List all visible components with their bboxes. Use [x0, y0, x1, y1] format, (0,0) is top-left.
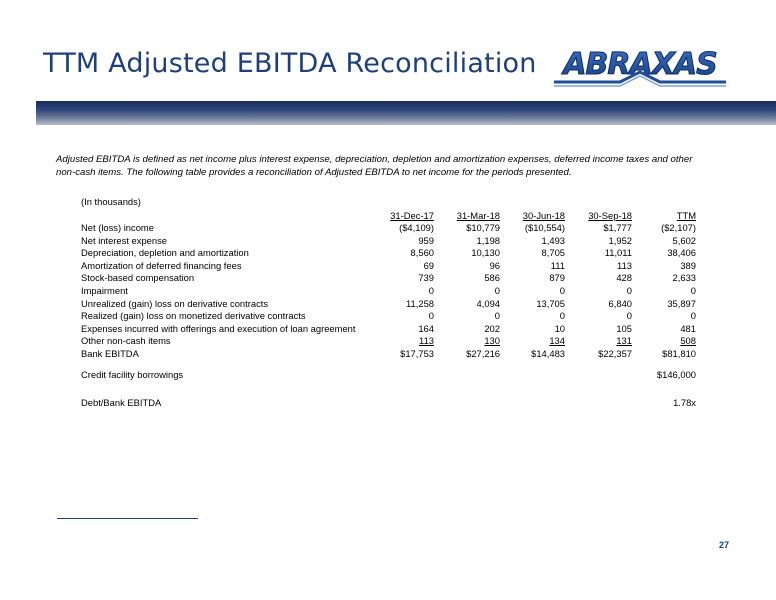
ratio-value: 1.78x	[673, 397, 696, 408]
table-cell: 481	[680, 322, 696, 334]
table-cell: 69	[423, 259, 434, 271]
row-label: Net (loss) income	[81, 222, 154, 233]
table-cell: 13,705	[536, 297, 565, 309]
table-cell: ($4,109)	[399, 222, 434, 233]
page-title: TTM Adjusted EBITDA Reconciliation	[43, 48, 537, 79]
column-header: 31-Mar-18	[456, 210, 500, 221]
row-label: Unrealized (gain) loss on derivative contracts	[81, 297, 269, 309]
table-cell: 113	[419, 335, 434, 347]
table-cell: 0	[559, 285, 565, 296]
table-cell: 8,705	[541, 247, 565, 259]
table-cell: 35,897	[667, 297, 696, 309]
table-cell: 5,602	[672, 234, 696, 246]
footnote-rule	[57, 518, 198, 519]
header-band	[36, 101, 776, 125]
table-cell: 96	[489, 259, 500, 271]
table-cell: 879	[549, 272, 565, 284]
row-label: Impairment	[81, 285, 128, 296]
table-cell: 4,094	[476, 297, 500, 309]
table-cell: 1,952	[608, 234, 632, 246]
row-label: Bank EBITDA	[81, 348, 139, 359]
table-cell: 0	[428, 285, 434, 296]
table-cell: 428	[616, 272, 632, 284]
table-cell: $22,357	[598, 348, 632, 359]
table-cell: 134	[549, 335, 565, 347]
row-label: Expenses incurred with offerings and execution of loan agreement	[81, 322, 356, 334]
table-cell: 164	[418, 322, 434, 334]
header-band-spacer	[0, 101, 36, 125]
table-cell: 0	[494, 310, 500, 322]
table-cell: 111	[550, 259, 565, 271]
units-label: (In thousands)	[81, 196, 141, 207]
credit-value: $146,000	[656, 369, 696, 380]
table-cell: 11,011	[604, 247, 632, 259]
row-label: Amortization of deferred financing fees	[81, 259, 242, 271]
table-cell: 113	[617, 259, 632, 271]
table-cell: 8,560	[410, 247, 434, 259]
table-cell: 105	[616, 322, 632, 334]
row-label: Stock-based compensation	[81, 272, 195, 284]
table-cell: 508	[680, 335, 696, 347]
table-cell: 11,258	[406, 297, 434, 309]
table-cell: 10,130	[471, 247, 500, 259]
row-label: Net interest expense	[81, 234, 167, 246]
table-cell: 0	[559, 310, 565, 322]
table-cell: 0	[626, 285, 632, 296]
table-cell: ($10,554)	[524, 222, 565, 233]
table-cell: $27,216	[466, 348, 500, 359]
table-cell: 1,493	[541, 234, 565, 246]
table-cell: 389	[680, 259, 696, 271]
row-label: Realized (gain) loss on monetized derivative contracts	[81, 310, 306, 322]
column-header: 31-Dec-17	[390, 210, 434, 221]
ratio-label: Debt/Bank EBITDA	[81, 397, 162, 408]
table-cell: $1,777	[603, 222, 632, 233]
table-cell: 2,633	[672, 272, 696, 284]
table-cell: 586	[484, 272, 500, 284]
table-cell: 0	[690, 285, 696, 296]
column-header: 30-Sep-18	[588, 210, 632, 221]
svg-text:ABRAXAS: ABRAXAS	[563, 47, 717, 82]
table-cell: 130	[484, 335, 500, 347]
table-cell: 10	[554, 322, 565, 334]
intro-text: Adjusted EBITDA is defined as net income plus interest expense, depreciation, depletion and amortization expenses, deferred income taxes and other non-cash items. The following table provides a reconciliation of Adjusted EBITDA to net income for the periods presented.	[56, 154, 693, 178]
row-label: Other non-cash items	[81, 335, 171, 347]
table-cell: $81,810	[662, 348, 696, 359]
credit-label: Credit facility borrowings	[81, 369, 184, 380]
table-cell: 1,198	[476, 234, 500, 246]
page-number: 27	[719, 540, 730, 550]
table-cell: $14,483	[531, 348, 565, 359]
table-cell: ($2,107)	[661, 222, 696, 233]
table-cell: $17,753	[400, 348, 434, 359]
table-cell: 0	[428, 310, 434, 322]
table-cell: 739	[418, 272, 434, 284]
column-header: 30-Jun-18	[522, 210, 565, 221]
table-cell: 0	[494, 285, 500, 296]
table-cell: 202	[484, 322, 500, 334]
row-label: Depreciation, depletion and amortization	[81, 247, 249, 259]
table-cell: 959	[418, 234, 434, 246]
table-cell: 0	[626, 310, 632, 322]
abraxas-logo	[550, 44, 730, 90]
table-cell: $10,779	[466, 222, 500, 233]
table-cell: 0	[690, 310, 696, 322]
table-cell: 38,406	[667, 247, 696, 259]
table-cell: 6,840	[608, 297, 632, 309]
column-header: TTM	[676, 210, 696, 221]
table-cell: 131	[616, 335, 632, 347]
